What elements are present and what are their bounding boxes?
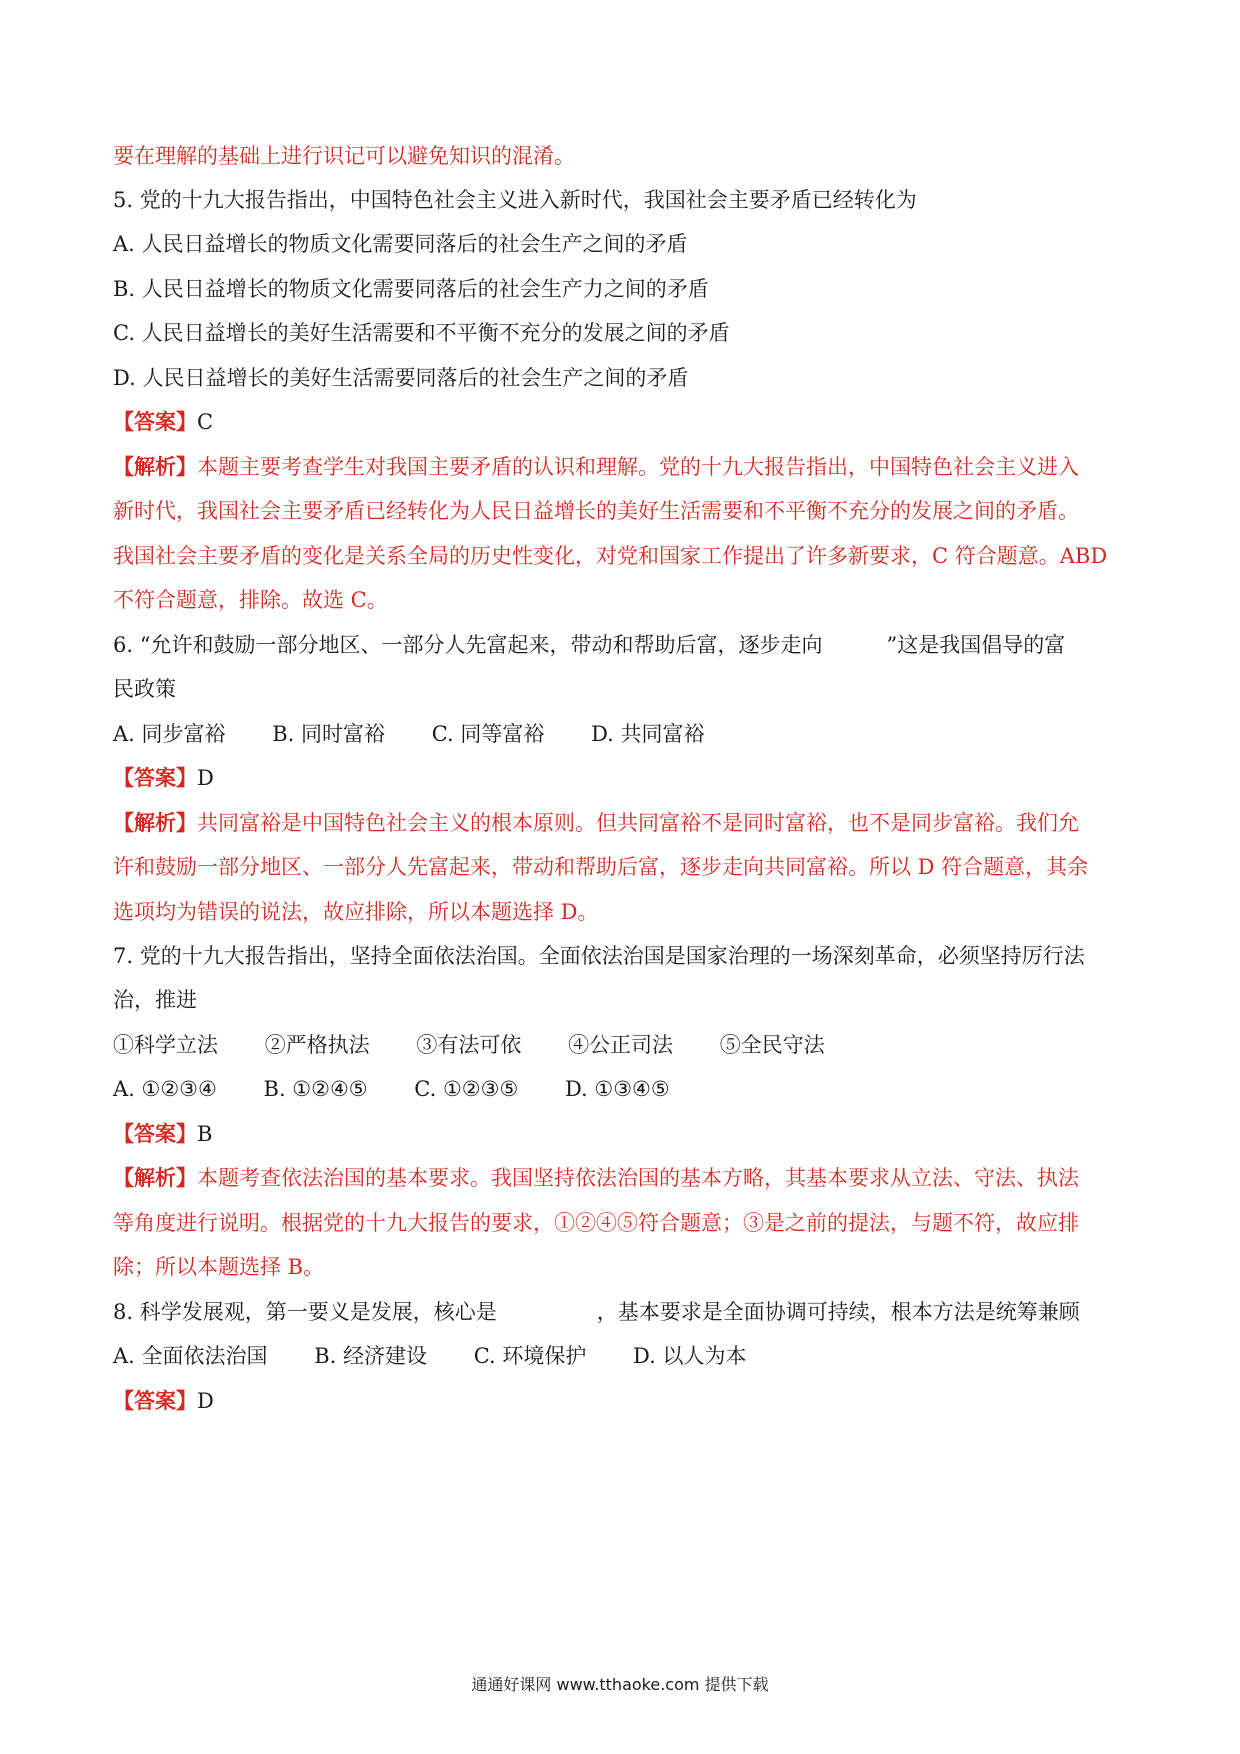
q5-analysis-line-4: 不符合题意，排除。故选 C。: [113, 588, 388, 612]
q5-option-d: D. 人民日益增长的美好生活需要同落后的社会生产之间的矛盾: [113, 366, 689, 390]
q8-stem: [113, 1297, 1133, 1327]
q6-stem-part-b: ”这是我国倡导的富: [886, 633, 1066, 657]
q7-options: [113, 1074, 1133, 1104]
q7-option-a: A. ①②③④: [113, 1077, 217, 1101]
q8-stem-part-a: 8. 科学发展观，第一要义是发展，核心是: [113, 1300, 497, 1324]
q7-option-d: D. ①③④⑤: [564, 1077, 670, 1101]
q6-option-b: B. 同时富裕: [272, 722, 386, 746]
q7-item-5: ⑤全民守法: [719, 1033, 825, 1057]
q7-option-c: C. ①②③⑤: [414, 1077, 519, 1101]
analysis-text: 共同富裕是中国特色社会主义的根本原则。但共同富裕不是同时富裕，也不是同步富裕。我们允: [197, 811, 1079, 835]
q5-analysis-line-1: [113, 452, 1133, 482]
q7-stem-line-2: 治，推进: [113, 988, 197, 1012]
q7-analysis-line-2: 等角度进行说明。根据党的十九大报告的要求，①②④⑤符合题意；③是之前的提法，与题不符，故应排: [113, 1211, 1079, 1235]
q7-item-1: ①科学立法: [113, 1033, 218, 1057]
q7-analysis-line-3: 除；所以本题选择 B。: [113, 1255, 325, 1279]
q8-answer: [113, 1386, 1133, 1416]
q6-stem-line-2: 民政策: [113, 677, 176, 701]
q6-stem-line-1: [113, 630, 1133, 660]
answer-tag: 【答案】: [113, 765, 197, 790]
answer-value: D: [197, 1389, 214, 1413]
q5-analysis-line-3: 我国社会主要矛盾的变化是关系全局的历史性变化，对党和国家工作提出了许多新要求，C 符合题意。ABD: [113, 544, 1108, 568]
q5-stem: 5. 党的十九大报告指出，中国特色社会主义进入新时代，我国社会主要矛盾已经转化为: [113, 188, 917, 212]
answer-value: D: [197, 766, 214, 790]
q8-option-b: B. 经济建设: [314, 1344, 427, 1368]
answer-value: B: [197, 1122, 213, 1146]
prev-explanation-tail: 要在理解的基础上进行识记可以避免知识的混淆。: [113, 144, 575, 168]
analysis-tag: 【解析】: [113, 1165, 197, 1190]
answer-tag: 【答案】: [113, 409, 197, 434]
q6-analysis-line-2: 许和鼓励一部分地区、一部分人先富起来，带动和帮助后富，逐步走向共同富裕。所以 D 符合题意，其余: [113, 855, 1089, 879]
q8-stem-part-b: ，基本要求是全面协调可持续，根本方法是统筹兼顾: [596, 1300, 1080, 1324]
q8-option-c: C. 环境保护: [473, 1344, 587, 1368]
answer-tag: 【答案】: [113, 1121, 197, 1146]
q6-stem-part-a: 6. “允许和鼓励一部分地区、一部分人先富起来，带动和帮助后富，逐步走向: [113, 633, 823, 657]
analysis-text: 本题主要考查学生对我国主要矛盾的认识和理解。党的十九大报告指出，中国特色社会主义进入: [197, 455, 1079, 479]
q5-analysis-line-2: 新时代，我国社会主要矛盾已经转化为人民日益增长的美好生活需要和不平衡不充分的发展之间的矛盾。: [113, 499, 1079, 523]
answer-value: C: [197, 410, 214, 434]
q8-option-a: A. 全面依法治国: [113, 1344, 268, 1368]
answer-tag: 【答案】: [113, 1388, 197, 1413]
q6-option-d: D. 共同富裕: [591, 722, 705, 746]
q6-option-a: A. 同步富裕: [113, 722, 226, 746]
q6-option-c: C. 同等富裕: [431, 722, 545, 746]
q5-answer: [113, 407, 1133, 437]
q7-item-3: ③有法可依: [416, 1033, 522, 1057]
q5-option-b: B. 人民日益增长的物质文化需要同落后的社会生产力之间的矛盾: [113, 277, 709, 301]
q6-analysis-line-3: 选项均为错误的说法，故应排除，所以本题选择 D。: [113, 900, 599, 924]
q7-analysis-line-1: [113, 1163, 1133, 1193]
q7-item-2: ②严格执法: [264, 1033, 370, 1057]
q8-options: [113, 1341, 1133, 1371]
q6-analysis-line-1: [113, 808, 1133, 838]
q8-option-d: D. 以人为本: [633, 1344, 747, 1368]
q5-option-c: C. 人民日益增长的美好生活需要和不平衡不充分的发展之间的矛盾: [113, 321, 730, 345]
page-footer: 通通好课网 www.tthaoke.com 提供下载: [471, 1675, 769, 1694]
q7-option-b: B. ①②④⑤: [263, 1077, 368, 1101]
q6-options: [113, 719, 1133, 749]
q7-answer: [113, 1119, 1133, 1149]
q6-answer: [113, 763, 1133, 793]
analysis-tag: 【解析】: [113, 454, 197, 479]
analysis-text: 本题考查依法治国的基本要求。我国坚持依法治国的基本方略，其基本要求从立法、守法、执法: [197, 1166, 1079, 1190]
analysis-tag: 【解析】: [113, 810, 197, 835]
q7-items: [113, 1030, 1133, 1060]
q7-stem-line-1: 7. 党的十九大报告指出，坚持全面依法治国。全面依法治国是国家治理的一场深刻革命，必须坚持厉行法: [113, 944, 1085, 968]
q5-option-a: A. 人民日益增长的物质文化需要同落后的社会生产之间的矛盾: [113, 232, 688, 256]
q7-item-4: ④公正司法: [568, 1033, 674, 1057]
